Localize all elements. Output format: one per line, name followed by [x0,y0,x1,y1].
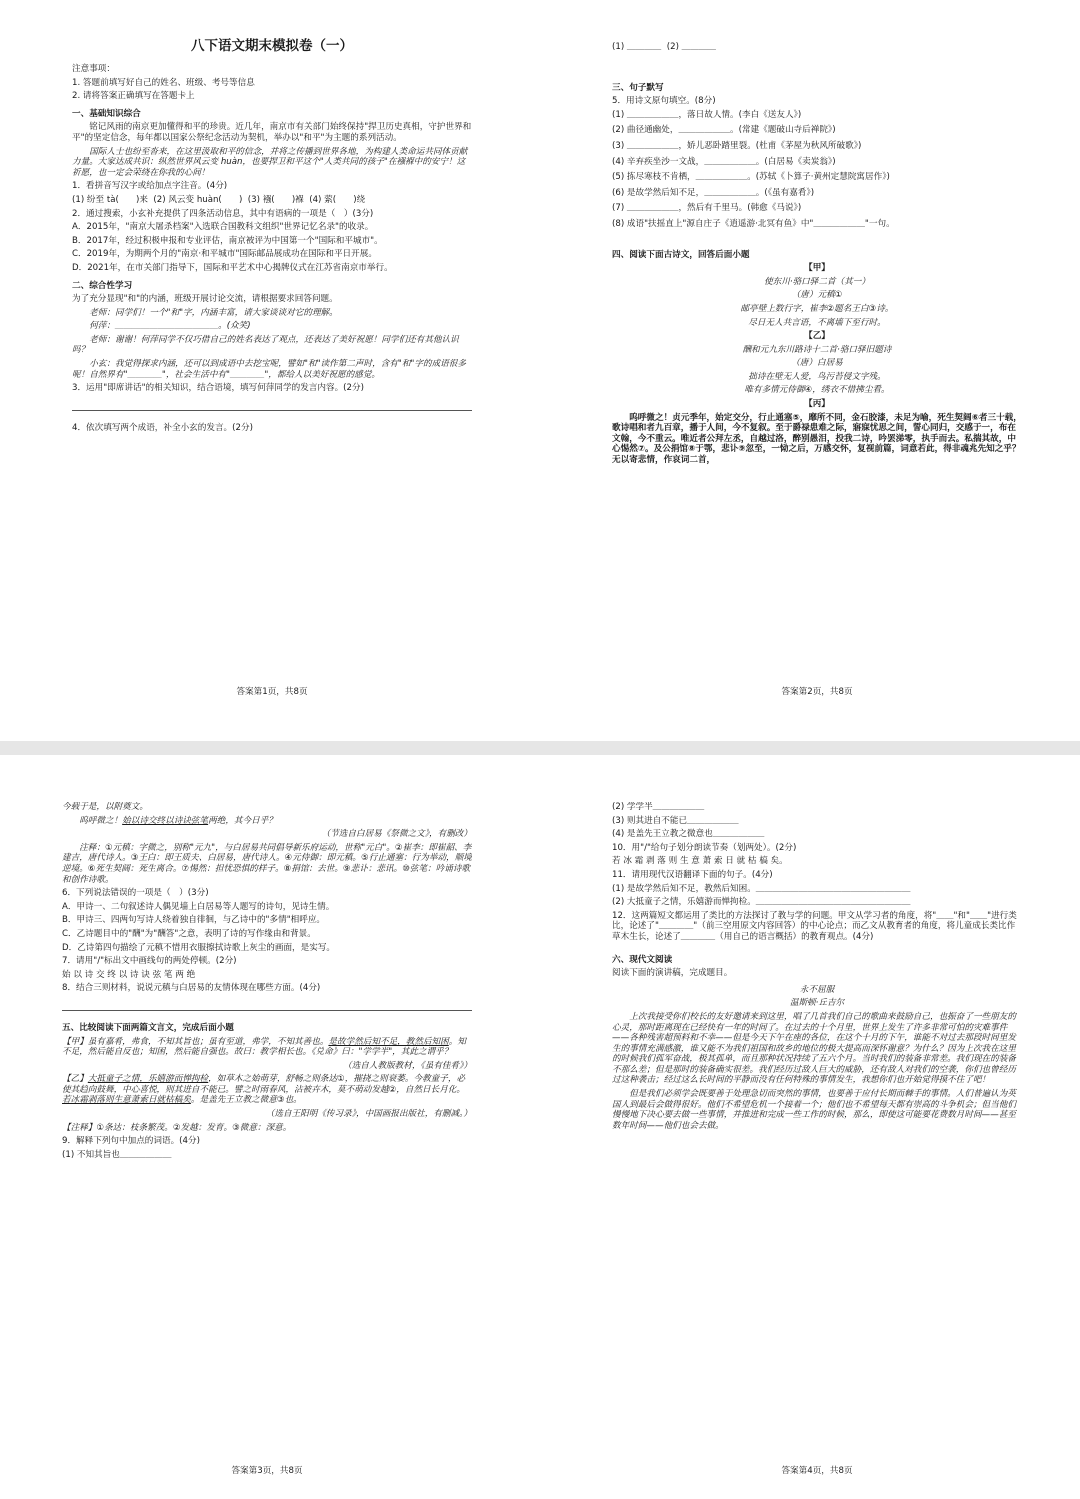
notice-item: 1. 答题前填写好自己的姓名、班级、考号等信息 [72,77,255,88]
prose-text-part: 。知不足，然后能自反也；知困，然后能自强也。故曰：教学相长也。《兑命》曰："学学半"，其此之谓乎？ [62,1036,466,1058]
question: 8．结合三则材料，说说元稹与白居易的友情体现在哪些方面。(4分) [62,983,321,994]
option: C．2019年，为期两个月的"南京·和平城市"国际邮品展成功在国际和平日开展。 [72,249,377,260]
fill-item: (2) 大抵童子之情，乐嬉游而惮拘检。＿＿＿＿＿＿＿＿＿＿＿＿＿＿＿＿＿＿ [612,897,911,908]
poem-title: 酬和元九东川路诗十二首·骆口驿旧题诗 [742,344,892,355]
prose-label: 【丙】 [804,399,830,410]
fill-item: (8) 成语"扶摇直上"源自庄子《逍遥游·北冥有鱼》中"＿＿＿＿＿＿"一句。 [612,218,895,229]
option: D．2021年，在市关部门指导下，国际和平艺术中心揭牌仪式在江苏省南京市举行。 [72,262,393,273]
underlined-sentence: 若冰霜剥落则生意萧索日就枯槁矣 [62,1095,191,1106]
prose-text-part: 【甲】虽有嘉肴，弗食，不知其旨也；虽有至道，弗学，不知其善也。 [62,1036,329,1047]
fill-item: (1) 不知其旨也＿＿＿＿＿＿ [62,1149,172,1160]
poem-author: （唐）元稹① [791,290,843,301]
option: B．2017年，经过积极申报和专业评估，南京被评为中国第一个"国际和平城市"。 [72,235,383,246]
notice-head: 注意事项： [72,64,115,74]
fill-item: (4) 是盖先王立教之微意也＿＿＿＿＿＿ [612,829,765,840]
section-heading: 三、句子默写 [612,82,664,93]
source-note: （选自人教版教材，《虽有佳肴》） [343,1060,472,1071]
dialogue-line: 老师：谢谢！何萍同学不仅巧借自己的姓名表达了观点，还表达了美好祝愿！同学们还有其他认识吗？ [72,334,459,356]
annotation: 注释：①元稹：字微之，别称"元九"，与白居易共同倡导新乐府运动，世称"元白"。②崔李：即崔韶、李建吉，唐代诗人。③王白：即王质夫、白居易，唐代诗人。④元侍御：即元稹。⑤行止通塞：行为举动，顺境逆境。⑥死生契阔：死生离合。⑦惕然：担忧恐惧的样子。⑧捐馆：去世。⑨悲讣：悲讯。⑩弦笔：吟诵诗歌和创作诗歌。 [62,842,472,885]
fill-item: (6) 是故学然后知不足，＿＿＿＿＿＿。(《虽有嘉肴》) [612,187,815,198]
paragraph: 为了充分显现"和"的内涵，班级开展讨论交流，请根据要求回答问题。 [72,294,338,305]
prose-text [62,816,472,827]
poem-line: 拙诗在壁无人爱，鸟污苔侵文字残。 [748,371,886,382]
page-footer: 答案第1页，共8页 [236,687,308,697]
poem-line: 邮亭壁上数行字，崔李②题名王白③诗。 [740,303,894,314]
pause-sentence: 若 冰 霜 剥 落 则 生 意 萧 索 日 就 枯 槁 矣。 [612,856,788,867]
underlined-sentence: 大抵童子之情，乐嬉游而惮拘检 [87,1074,209,1085]
question: 3．运用"即席讲话"的相关知识，结合语境，填写何萍同学的发言内容。(2分) [72,383,364,394]
option: B．甲诗三、四两句写诗人绕着独自徘徊，与乙诗中的"多情"相呼应。 [62,915,326,926]
question: 11．请用现代汉语翻译下面的句子。(4分) [612,869,773,880]
article-paragraph: 但是我们必须学会既要善于处理急切而突然的事情，也要善于应付长期而棘手的事情。人们普遍认为英国人到最后会做得很好。他们不希望危机一个接着一个；他们也不希望每天都有崇高的斗争机会；但当他们慢慢地下决心要去做一些事情，并推进和完成一些工作的时候，那么，即使这可能要花费数月时间——甚至数年时间——他们也会去做。 [612,1089,1016,1131]
fill-item: (2) 学学半＿＿＿＿＿＿ [612,802,705,812]
section-heading: 六、现代文阅读 [612,954,673,965]
poem-label: 【甲】 [804,263,830,274]
question: 1．看拼音写汉字或给加点字注音。(4分) [72,181,228,192]
page-footer: 答案第2页，共8页 [781,687,853,697]
question: 10．用"/"给句子划分朗读节奏（划两处）。(2分) [612,842,797,853]
source-note: （选自王阳明《传习录》，中国画报出版社，有删减。） [265,1109,472,1120]
article-paragraph: 上次我接受你们校长的友好邀请来到这里，唱了几首我们自己的歌曲来鼓励自己，也振奋了一些朋友的心灵，那时距离现在已经快有一年的时间了。在过去的十个月里，世界上发生了许多非常可怕的灾难事件——各种残害超预料和不幸——但是今天下午在座的各位，在这个十月的下午，谁能不对过去那段时间里发生的事情充满感激，谁又能不为我们祖国和故乡的地位的极大提高而深怀谢意？为什么？因为上次我在这里的时候我们孤军奋战，极其孤单，而且那种状况持续了五六个月。当时我们的装备非常差。我们现在的装备不那么差；但是那时的装备确实很差。我们经历过敌人巨大的威胁，还有敌人对我们的空袭，你们也曾经历过这种袭击；经过这么长时间的平静而没有任何特殊的事情发生，我想你们也开始觉得摸不住了吧！ [612,1011,1016,1086]
section-heading: 二、综合性学习 [72,280,133,291]
poem-line: 唯有多情元侍御④，绣衣不惜拂尘看。 [744,385,890,396]
dialogue-line: 小玄：我觉得探求内涵，还可以到成语中去挖宝呢，譬如"和"读作第二声时，含有"和"字的成语很多呢！自然界有"＿＿＿＿"，社会生活中有"＿＿＿＿"，都给人以美好祝愿的感觉。 [72,359,466,380]
fill-item: (1) 是故学然后知不足，教然后知困。＿＿＿＿＿＿＿＿＿＿＿＿＿＿＿＿＿＿ [612,883,911,894]
fill-item: (7) ＿＿＿＿＿＿，然后有千里马。(韩愈《马说》) [612,203,802,214]
prose-text [62,1074,472,1106]
answer-page-4 [612,802,1022,1492]
prose-text-part: ，如草木之始萌芽，舒畅之则条达①，摧挠之则衰萎。今教童子，必使其趋向鼓舞，中心喜悦，则其进自不能已。譬之时雨春风，沾被卉木，莫不萌动发越②，自然日长月化。 [62,1074,466,1095]
prose-text-part: 呜呼微之！ [79,815,123,826]
fill-item: (2) 曲径通幽处，＿＿＿＿＿＿。(常建《题破山寺后禅院》) [612,125,836,136]
article-title: 永不屈服 [799,984,835,995]
poem-author: （唐）白居易 [791,358,843,369]
article-author: 温斯顿·丘吉尔 [789,998,845,1009]
prose-text: 今载于是，以附奠文。 [62,802,148,812]
question: 2．通过搜索，小玄补充提供了四条活动信息，其中有语病的一项是（ ）(3分) [72,208,374,219]
paragraph: 铭记风雨的南京更加懂得和平的珍贵。近几年，南京市有关部门始终保持"捍卫历史真相，守护世界和平"的坚定信念，每年都以国家公祭纪念活动为契机，举办以"和平"为主题的系列活动。 [72,122,472,143]
prose-text: 呜呼微之！贞元季年，始定交分，行止通塞⑤，靡所不同，金石胶漆，未足为喻，死生契阔⑥者三十载，歌诗唱和者九百章，播于人间，今不复叙。至于爵禄患难之际，寤寐忧思之间，誓心同归，交感于一，布在文翰，今不重云。唯近者公拜左丞，自越过洛，醉别愚泪，投我二诗，吟罢涕零，执手而去。私揣其故，中心惕然⑦。及公捐馆⑧于鄂，悲讣⑨忽至，一恸之后，万感交怀，复视前篇，词意若此，得非魂兆先知之乎？无以寄悲情，作哀词二首， [612,412,1022,466]
underlined-sentence: 始以诗交终以诗诀弦笔 [122,815,209,826]
section-heading: 一、基础知识综合 [72,108,141,119]
dialogue-line: 老师：同学们！一个"和"字，内涵丰富，请大家谈谈对它的理解。 [89,307,338,318]
prose-text-part: 两绝，其今日乎？ [208,815,277,826]
pause-sentence: 始 以 诗 交 终 以 诗 诀 弦 笔 两 绝 [62,969,196,980]
question: 6．下列说法错误的一项是（ ）(3分) [62,888,209,899]
question: 7．请用"/"标出文中画线句的两处停顿。(2分) [62,956,237,967]
fill-item: (5) 拣尽寒枝不肯栖，＿＿＿＿＿＿。(苏轼《卜算子·黄州定慧院寓居作》) [612,172,890,183]
page-footer: 答案第4页，共8页 [781,1466,853,1476]
section-heading: 五、比较阅读下面两篇文言文，完成后面小题 [62,1022,234,1033]
fill-item: (3) 则其进自不能已＿＿＿＿＿＿ [612,815,739,826]
option: C．乙诗题目中的"酬"为"酬答"之意，表明了诗的写作缘由和背景。 [62,928,316,939]
page-gap-band [0,741,1080,755]
answer-page-2 [612,30,1022,730]
section-heading: 四、阅读下面古诗文，回答后面小题 [612,249,750,260]
exam-title: 八下语文期末模拟卷（一） [191,38,353,54]
option: A．2015年，"南京大屠杀档案"入选联合国教科文组织"世界记忆名录"的收录。 [72,222,374,233]
question-items: (1) 纷至 tà( )来 (2) 风云变 huàn( ) (3) 襁( )褓 (4) 萦( )绕 [72,194,366,205]
notice-item: 2. 请将答案正确填写在答题卡上 [72,91,195,102]
annotation: 【注释】①条达：枝条繁茂。②发越：发育。③微意：深意。 [62,1122,292,1133]
question: 12．这两篇短文都运用了类比的方法探讨了教与学的问题。甲文从学习者的角度，将"＿＿"和"＿＿"进行类比，论述了"＿＿＿＿"（前三空用原文内容回答）的中心论点；而乙文从教育者的角度，将儿童成长类比作草木生长，论述了＿＿＿＿（用自己的语言概括）的教育观点。(4分) [612,910,1017,942]
poem-title: 使东川·骆口驿二首（其一） [764,276,870,287]
paragraph: 阅读下面的演讲稿，完成题目。 [612,968,733,979]
question: 5．用诗文原句填空。(8分) [612,96,716,107]
fill-item: (4) 辛弃疾坐沙一文战，＿＿＿＿＿＿。(白居易《卖炭翁》) [612,156,836,167]
prose-text-part: 【乙】 [62,1074,88,1085]
poem-label: 【乙】 [804,331,830,342]
source-note: （节选自白居易《祭微之文》，有删改） [321,829,472,840]
option: D．乙诗第四句描绘了元稹不惜用衣服擦拭诗歌上灰尘的画面，是实写。 [62,942,336,953]
underlined-sentence: 是故学然后知不足，教然后知困 [328,1036,449,1047]
prose-text [62,1037,472,1058]
answer-line [62,1010,472,1011]
question: 4．依次填写两个成语，补全小玄的发言。(2分) [72,422,253,433]
question: 9．解释下列句中加点的词语。(4分) [62,1136,200,1147]
answer-page-3 [62,802,472,1492]
answer-line [72,410,472,411]
page-footer: 答案第3页，共8页 [231,1466,303,1476]
dialogue-line: 何萍：＿＿＿＿＿＿＿＿＿＿＿＿。(众笑) [89,321,251,332]
fill-item: (1) ＿＿＿＿＿＿，落日故人情。(李白《送友人》) [612,109,802,120]
fill-item: (3) ＿＿＿＿＿＿，娇儿恶卧踏里裂。(杜甫《茅屋为秋风所破歌》) [612,140,862,151]
prose-text-part: 。是盖先王立教之微意③也。 [190,1095,302,1106]
paragraph: 国际人士也纷至沓来，在这里汲取和平的信念，并将之传播到世界各地，为构建人类命运共同体贡献力量。大家达成共识：纵然世界风云变 huàn，也要捍卫和平这个"人类共同的孩子"在襁褓中的安宁！这祈愿，也一定会荣绕在你我的心间！ [72,146,468,178]
blank-line: (1) ＿＿＿＿ (2) ＿＿＿＿ [612,42,717,52]
answer-page-1 [72,30,472,730]
option: A．甲诗一、二句叙述诗人偶见墙上白居易等人题写的诗句，见诗生情。 [62,901,335,912]
poem-line: 尽日无人共言语，不离墙下至行时。 [748,317,886,328]
